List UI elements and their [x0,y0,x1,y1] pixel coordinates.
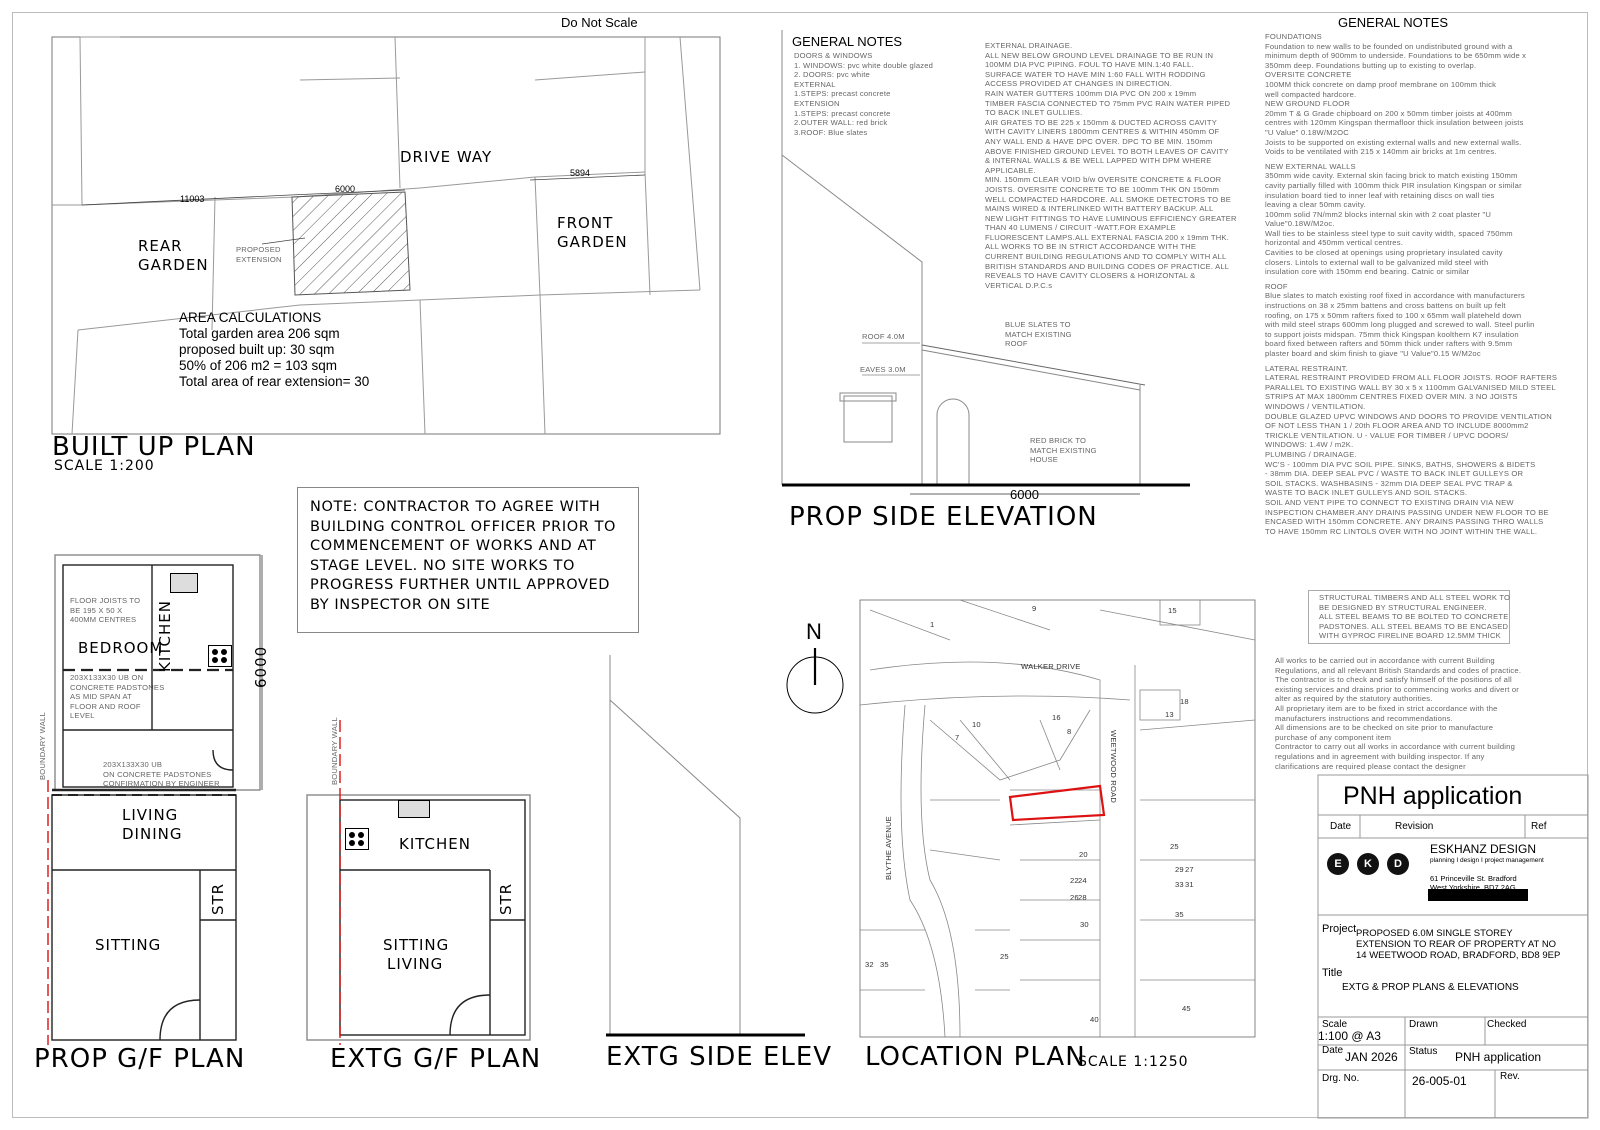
eaves-level-label: EAVES 3.0M [860,365,906,374]
note-line: manufacturers instructions and recommendations. [1275,713,1453,723]
house-number: 28 [1078,893,1087,902]
scale-value: 1:100 @ A3 [1318,1029,1381,1043]
note-line: cavity partially filled with 100mm thick PIR insulation Kingspan or similar [1265,180,1522,190]
status-value: PNH application [1455,1050,1542,1064]
kitchen-vertical-label: KITCHEN [156,600,174,672]
note-line: insulation core with 150mm end bearing. Catnic or similar [1265,267,1470,277]
note-line: REVEALS TO HAVE CAVITY CLOSERS & HORIZONTAL & [985,271,1196,281]
revision-header: Revision [1395,821,1434,832]
house-number: 29 [1175,865,1184,874]
house-number: 22 [1070,876,1079,885]
application-title: PNH application [1343,782,1523,810]
note-line: horizontal and 450mm vertical centres. [1265,238,1404,248]
note-line: purchase of any component item [1275,732,1392,742]
note-line: ALL WORKS TO BE IN STRICT ACCORDANCE WITH THE [985,242,1197,252]
north-arrow-graphic [787,648,843,713]
note-line: alter as required by the statutory authorities. [1275,694,1433,704]
note-line: WITH GYPROC FIRELINE BOARD 12.5MM THICK [1319,631,1501,641]
note-line: leaving a clear 50mm cavity. [1265,200,1366,210]
house-number: 30 [1080,920,1089,929]
house-number: 35 [1175,910,1184,919]
note-line: All dimensions are to be checked on site prior to manufacture [1275,723,1494,733]
note-line: Wall ties to be stainless steel type to suit cavity width, spaced 750mm [1265,228,1513,238]
note-line: PARALLEL TO EXISTING WALL BY 30 x 5 x 1100mm GALVANISED MILD STEEL [1265,382,1556,392]
house-number: 26 [1070,893,1079,902]
note-line: APPLICABLE. [985,165,1036,175]
note-line: JOISTS. OVERSITE CONCRETE TO BE 100mm THK ON 150mm [985,184,1220,194]
drg-no-value: 26-005-01 [1412,1074,1467,1088]
note-line: ALL STEEL BEAMS TO BE BOLTED TO CONCRETE [1319,612,1509,622]
note-line: Joists to be supported on existing external walls and new external walls. [1265,137,1522,147]
general-notes-right-heading: GENERAL NOTES [1338,15,1449,30]
note-line: ACCESS PROVIDED AT CHANGES IN DIRECTION. [985,79,1173,89]
date-label: Date [1322,1045,1344,1056]
house-number: 31 [1185,880,1194,889]
note-line: PADSTONES. ALL STEEL BEAMS TO BE ENCASED [1319,621,1509,631]
roof-level-label: ROOF 4.0M [862,332,905,341]
scale-label: Scale [1322,1019,1348,1030]
north-label: N [806,619,822,644]
note-line: TO HAVE 150mm RC LINTOLS OVER WITH NO JOINT WITHIN THE WALL. [1265,526,1538,536]
general-notes-left: DOORS & WINDOWS 1. WINDOWS: pvc white double glazed 2. DOORS: pvc white EXTERNAL 1.STEPS: precast concrete EXTENSION 1.STEPS: precast concrete 2.OUTER WALL: red brick 3.ROOF: Blue slates [794,51,934,137]
note-line: OF NOT LESS THAN 1 / 20th FLOOR AREA AND TO INCLUDE 8000mm2 [1265,421,1529,431]
contractor-note-box: NOTE: CONTRACTOR TO AGREE WITH BUILDING CONTROL OFFICER PRIOR TO COMMENCEMENT OF WORKS AND AT STAGE LEVEL. NO SITE WORKS TO PROGRESS FURTHER UNTIL APPROVED BY INSPECTOR ON SITE [297,487,639,633]
note-line: with mild steel straps 600mm long plugged and screwed to wall. Steel purlin [1265,320,1535,330]
company-address-1: 61 Princeville St. Bradford [1430,874,1517,883]
note-line: instructions on 38 x 25mm battens and cross battens on built up felt [1265,301,1506,311]
note-line: Regulations, and all relevant British Standards and codes of practice. [1275,665,1522,675]
walker-drive-label: WALKER DRIVE [1021,662,1081,671]
structural-note-box [1308,590,1510,644]
note-line: to support joists midspan. 75mm thick Kingspan koolthern K7 insulation [1265,329,1519,339]
company-name: ESKHANZ DESIGN [1430,842,1537,856]
note-line: clarifications are required please contact the designer [1275,761,1466,771]
note-line: WC'S - 100mm DIA PVC SOIL PIPE. SINKS, BATHS, SHOWERS & BIDETS [1265,459,1536,469]
note-line: MAINS WIRED & INTERLINKED WITH BATTERY BACKUP. ALL [985,204,1214,214]
extg-side-elev-linework [610,655,740,1035]
boundary-wall-label-extg: BOUNDARY WALL [330,717,339,785]
rev-label: Rev. [1500,1071,1520,1082]
note-line: MIN. 150mm CLEAR VOID b/w OVERSITE CONCRETE & FLOOR [985,175,1222,185]
note-line: All proprietary item are to be fixed in strict accordance with the [1275,703,1498,713]
note-line: AIR GRATES TO BE 225 x 150mm & DUCTED ACROSS CAVITY [985,117,1218,127]
note-line: FLUORESCENT LAMPS.ALL EXTERNAL FASCIA 200 x 19mm THK. [985,232,1229,242]
note-line: ROOF [1265,281,1288,291]
proposed-extension-label: PROPOSED EXTENSION [236,245,282,264]
sink-icon-extg [398,800,430,818]
compliance-notes [1275,656,1521,771]
note-line: STRIPS AT MAX 1800mm CENTRES FIXED OVER MIN. 3 NO JOISTS [1265,392,1518,402]
house-number: 15 [1168,606,1177,615]
note-line: centres with 120mm Kingspan thermafloor thick insulation between joists [1265,118,1524,128]
boundary-wall-label-prop: BOUNDARY WALL [38,712,47,780]
area-calculations: AREA CALCULATIONS Total garden area 206 sqm proposed built up: 30 sqm 50% of 206 m2 = 103 sqm Total area of rear extension= 30 [179,310,370,389]
note-line: Value"0.18W/M2oc. [1265,219,1335,229]
note-line: LATERAL RESTRAINT PROVIDED FROM ALL FLOOR JOISTS. ROOF RAFTERS [1265,373,1558,383]
location-plan-scale: SCALE 1:1250 [1078,1054,1189,1070]
note-line: EXTERNAL DRAINAGE. [985,41,1073,50]
sitting-label-extg: SITTING [383,936,450,954]
general-notes-left-heading: GENERAL NOTES [792,34,903,49]
living-label-extg: LIVING [387,955,444,973]
house-number: 27 [1185,865,1194,874]
sink-icon [170,573,198,593]
status-label: Status [1409,1046,1438,1057]
note-line: WELL COMPACTED HARDCORE. ALL SMOKE DETECTORS TO BE [985,194,1232,204]
house-number: 40 [1090,1015,1099,1024]
note-line: LATERAL RESTRAINT. [1265,363,1348,373]
note-line: insulation board tied to inner leaf with retaining discs on wall ties [1265,190,1495,200]
note-line: TO BACK INLET GULLIES. [985,108,1083,118]
str-label-prop: STR [209,882,227,915]
living-label: LIVING [122,806,179,824]
note-line: INSPECTION CHAMBER.ANY DRAINS PASSING UNDER NEW FLOOR TO BE [1265,507,1549,517]
note-line: 100MM DIA PVC PIPING. FOUL TO HAVE MIN.1:40 FALL. [985,60,1194,70]
note-line: & INTERNAL WALLS & BE WELL LAPPED WITH DPM WHERE [985,156,1212,166]
note-line: regulations and in agreement with building inspector. If any [1275,751,1485,761]
dining-label: DINING [122,825,183,843]
house-number: 7 [955,733,960,742]
dim-11003: 11003 [180,194,205,204]
note-line: SOIL STACKS. WASHBASINS - 32mm DIA DEEP SEAL PVC TRAP & [1265,478,1513,488]
note-line: ENCASED WITH 150mm CONCRETE. ANY DRAINS PASSING THRO WALLS [1265,517,1544,527]
note-line: RAIN WATER GUTTERS 100mm DIA PVC ON 200 x 19mm [985,88,1197,98]
note-line: WINDOWS: 1.4W / m2K. [1265,440,1354,450]
built-up-plan-title: BUILT UP PLAN [52,432,256,462]
house-number: 10 [972,720,981,729]
house-number: 32 [865,960,874,969]
ub-note-1: 203X133X30 UB ON CONCRETE PADSTONES AS MID SPAN AT FLOOR AND ROOF LEVEL [70,673,165,721]
rear-garden-label-1: REAR [138,237,183,255]
front-garden-label-2: GARDEN [557,233,628,251]
note-line: board fixed between rafters and 50mm thick under rafters with 9.5mm [1265,339,1513,349]
company-tagline: planning I design I project management [1430,857,1544,864]
note-line: TRICKLE VENTILATION. U - VALUE FOR TIMBER / UPVC DOORS/ [1265,430,1509,440]
note-line: well compacted hardcore. [1265,89,1357,99]
drg-no-label: Drg. No. [1322,1073,1360,1084]
house-number: 25 [1000,952,1009,961]
note-line: All works to be carried out in accordance with current Building [1275,656,1495,665]
note-line: PLUMBING / DRAINAGE. [1265,449,1357,459]
ref-header: Ref [1531,821,1547,832]
note-line: Contractor to carry out all works in accordance with current building [1275,742,1516,752]
note-line: BRITISH STANDARDS AND BUILDING CODES OF PRACTICE. ALL [985,261,1230,271]
note-line: 350mm wide cavity. External skin facing brick to match existing 150mm [1265,171,1518,181]
house-number: 45 [1182,1004,1191,1013]
note-line: 100mm solid 7N/mm2 blocks internal skin with 2 coat plaster "U [1265,209,1492,219]
ub-note-2: 203X133X30 UB ON CONCRETE PADSTONES CONFIRMATION BY ENGINEER [103,760,220,789]
title-value: EXTG & PROP PLANS & ELEVATIONS [1342,982,1519,993]
note-line: Blue slates to match existing roof fixed in accordance with manufacturers [1265,291,1525,301]
note-line: CURRENT BUILDING REGULATIONS AND TO COMPLY WITH ALL [985,252,1227,262]
blythe-avenue-label: BLYTHE AVENUE [884,816,893,880]
note-line: FOUNDATIONS [1265,32,1322,41]
hob-icon [208,645,232,667]
house-number: 18 [1180,697,1189,706]
note-line: ALL NEW BELOW GROUND LEVEL DRAINAGE TO BE RUN IN [985,50,1214,60]
sitting-label-prop: SITTING [95,936,162,954]
str-label-extg: STR [497,882,515,915]
house-number: 8 [1067,727,1072,736]
site-red-outline [1010,786,1104,820]
note-line: ANY WALL END & HAVE DPC OVER. DPC TO BE MIN. 150mm [985,136,1213,146]
date-value: JAN 2026 [1345,1050,1398,1064]
note-line: The contractor is to check and satisfy himself of the positions of all [1275,675,1512,685]
note-line: TIMBER FASCIA CONNECTED TO 75mm PVC RAIN WATER PIPED [985,98,1231,108]
note-line: SOIL AND VENT PIPE TO CONNECT TO EXISTING DRAIN VIA NEW [1265,497,1514,507]
logo-d-icon: D [1387,853,1409,875]
note-line: OVERSITE CONCRETE [1265,70,1352,80]
note-line: BE DESIGNED BY STRUCTURAL ENGINEER. [1319,602,1487,612]
note-line: Voids to be ventilated with 215 x 140mm air bricks at 1m centres. [1265,147,1497,157]
logo-k-icon: K [1357,853,1379,875]
front-garden-label-1: FRONT [557,214,614,232]
prop-gf-plan-title: PROP G/F PLAN [34,1044,246,1074]
note-line: WASTE TO BACK INLET GULLEYS AND SOIL STACKS. [1265,488,1468,498]
note-line: minimum depth of 900mm to underside. Foundations to be 650mm wide x [1265,51,1527,61]
bedroom-label: BEDROOM [78,639,164,657]
note-line: NEW EXTERNAL WALLS [1265,161,1356,171]
house-number: 9 [1032,604,1037,613]
note-line: - 38mm DIA. DEEP SEAL PVC / WASTE TO BACK INLET GULLEYS OR [1265,469,1524,479]
note-line: STRUCTURAL TIMBERS AND ALL STEEL WORK TO [1319,593,1511,602]
house-number: 13 [1165,710,1174,719]
project-label: Project [1322,923,1357,935]
weetwood-road-label: WEETWOOD ROAD [1109,730,1118,804]
note-line: Foundation to new walls to be founded on undistributed ground with a [1265,41,1513,51]
drive-way-label: DRIVE WAY [400,148,493,166]
general-notes-right [1265,32,1557,536]
note-line: THAN 40 LUMENS / CIRCUIT -WATT.FOR EXAMPLE [985,223,1176,233]
title-label: Title [1322,967,1343,979]
note-line: roofing, on 175 x 50mm rafters fixed to 100 x 65mm wall plateheld down [1265,310,1522,320]
proposed-extension-hatch [292,192,410,295]
drawn-label: Drawn [1409,1019,1438,1030]
built-up-plan-scale: SCALE 1:200 [54,458,155,474]
note-line: WINDOWS / VENTILATION. [1265,401,1366,411]
logo-e-icon: E [1327,853,1349,875]
note-line: SURFACE WATER TO HAVE MIN 1:60 FALL WITH RODDING [985,69,1206,79]
note-line: "U Value" 0.18W/M2OC [1265,127,1349,137]
drainage-notes [985,41,1237,290]
dim-6000-plan: 6000 [335,184,356,194]
note-line: 100MM thick concrete on damp proof membrane on 100mm thick [1265,79,1497,89]
note-line: closers. Lintols to external wall to be galvanized mild steel with [1265,257,1489,267]
note-line: 350mm deep. Foundations butting up to existing to overlap. [1265,60,1477,70]
company-address-2: West Yorkshire. BD7 2AG [1430,883,1516,892]
floor-joists-note: FLOOR JOISTS TO BE 195 X 50 X 400MM CENTRES [70,596,141,625]
note-line: ABOVE FINISHED GROUND LEVEL TO BOTH LEAVES OF CAVITY [985,146,1229,156]
date-header: Date [1330,821,1352,832]
project-description: PROPOSED 6.0M SINGLE STOREY EXTENSION TO REAR OF PROPERTY AT NO 14 WEETWOOD ROAD, BRADFORD, BD8 9EP [1356,928,1561,961]
dim-5894: 5894 [570,168,591,178]
house-number: 20 [1079,850,1088,859]
dim-6000-elevation: 6000 [1010,487,1039,502]
house-number: 16 [1052,713,1061,722]
extg-gf-plan-title: EXTG G/F PLAN [330,1044,542,1074]
note-line: VERTICAL D.P.C.s [985,280,1053,290]
note-line: DOUBLE GLAZED UPVC WINDOWS AND DOORS TO PROVIDE VENTILATION [1265,411,1552,421]
checked-label: Checked [1487,1019,1527,1030]
house-number: 1 [930,620,935,629]
note-line: WITH CAVITY LINERS 1800mm CENTRES & WITHIN 450mm OF [985,127,1220,137]
do-not-scale: Do Not Scale [561,15,638,30]
note-line: existing services and drains prior to commencing works and divert or [1275,684,1520,694]
red-brick-note: RED BRICK TO MATCH EXISTING HOUSE [1030,436,1097,465]
dim-6000-plan-vertical: 6000 [252,645,270,688]
kitchen-label-extg: KITCHEN [399,835,471,853]
house-number: 33 [1175,880,1184,889]
hob-icon-extg [345,828,369,850]
prop-side-elevation-title: PROP SIDE ELEVATION [789,502,1098,532]
note-line: NEW GROUND FLOOR [1265,99,1351,109]
house-number: 35 [880,960,889,969]
house-number: 25 [1170,842,1179,851]
blue-slates-note: BLUE SLATES TO MATCH EXISTING ROOF [1005,320,1072,349]
note-line: NEW LIGHT FITTINGS TO HAVE LUMINOUS EFFICIENCY GREATER [985,213,1237,223]
location-plan-title: LOCATION PLAN [865,1042,1086,1072]
rear-garden-label-2: GARDEN [138,256,209,274]
house-number: 24 [1078,876,1087,885]
note-line: Cavities to be closed at openings using proprietary insulated cavity [1265,248,1503,258]
note-line: plaster board and skim finish to giave "U Value"0.15 W/M2oc [1265,349,1481,358]
note-line: 20mm T & G Grade chipboard on 200 x 50mm timber joists at 400mm [1265,108,1512,118]
extg-side-elev-title: EXTG SIDE ELEV [606,1042,833,1072]
